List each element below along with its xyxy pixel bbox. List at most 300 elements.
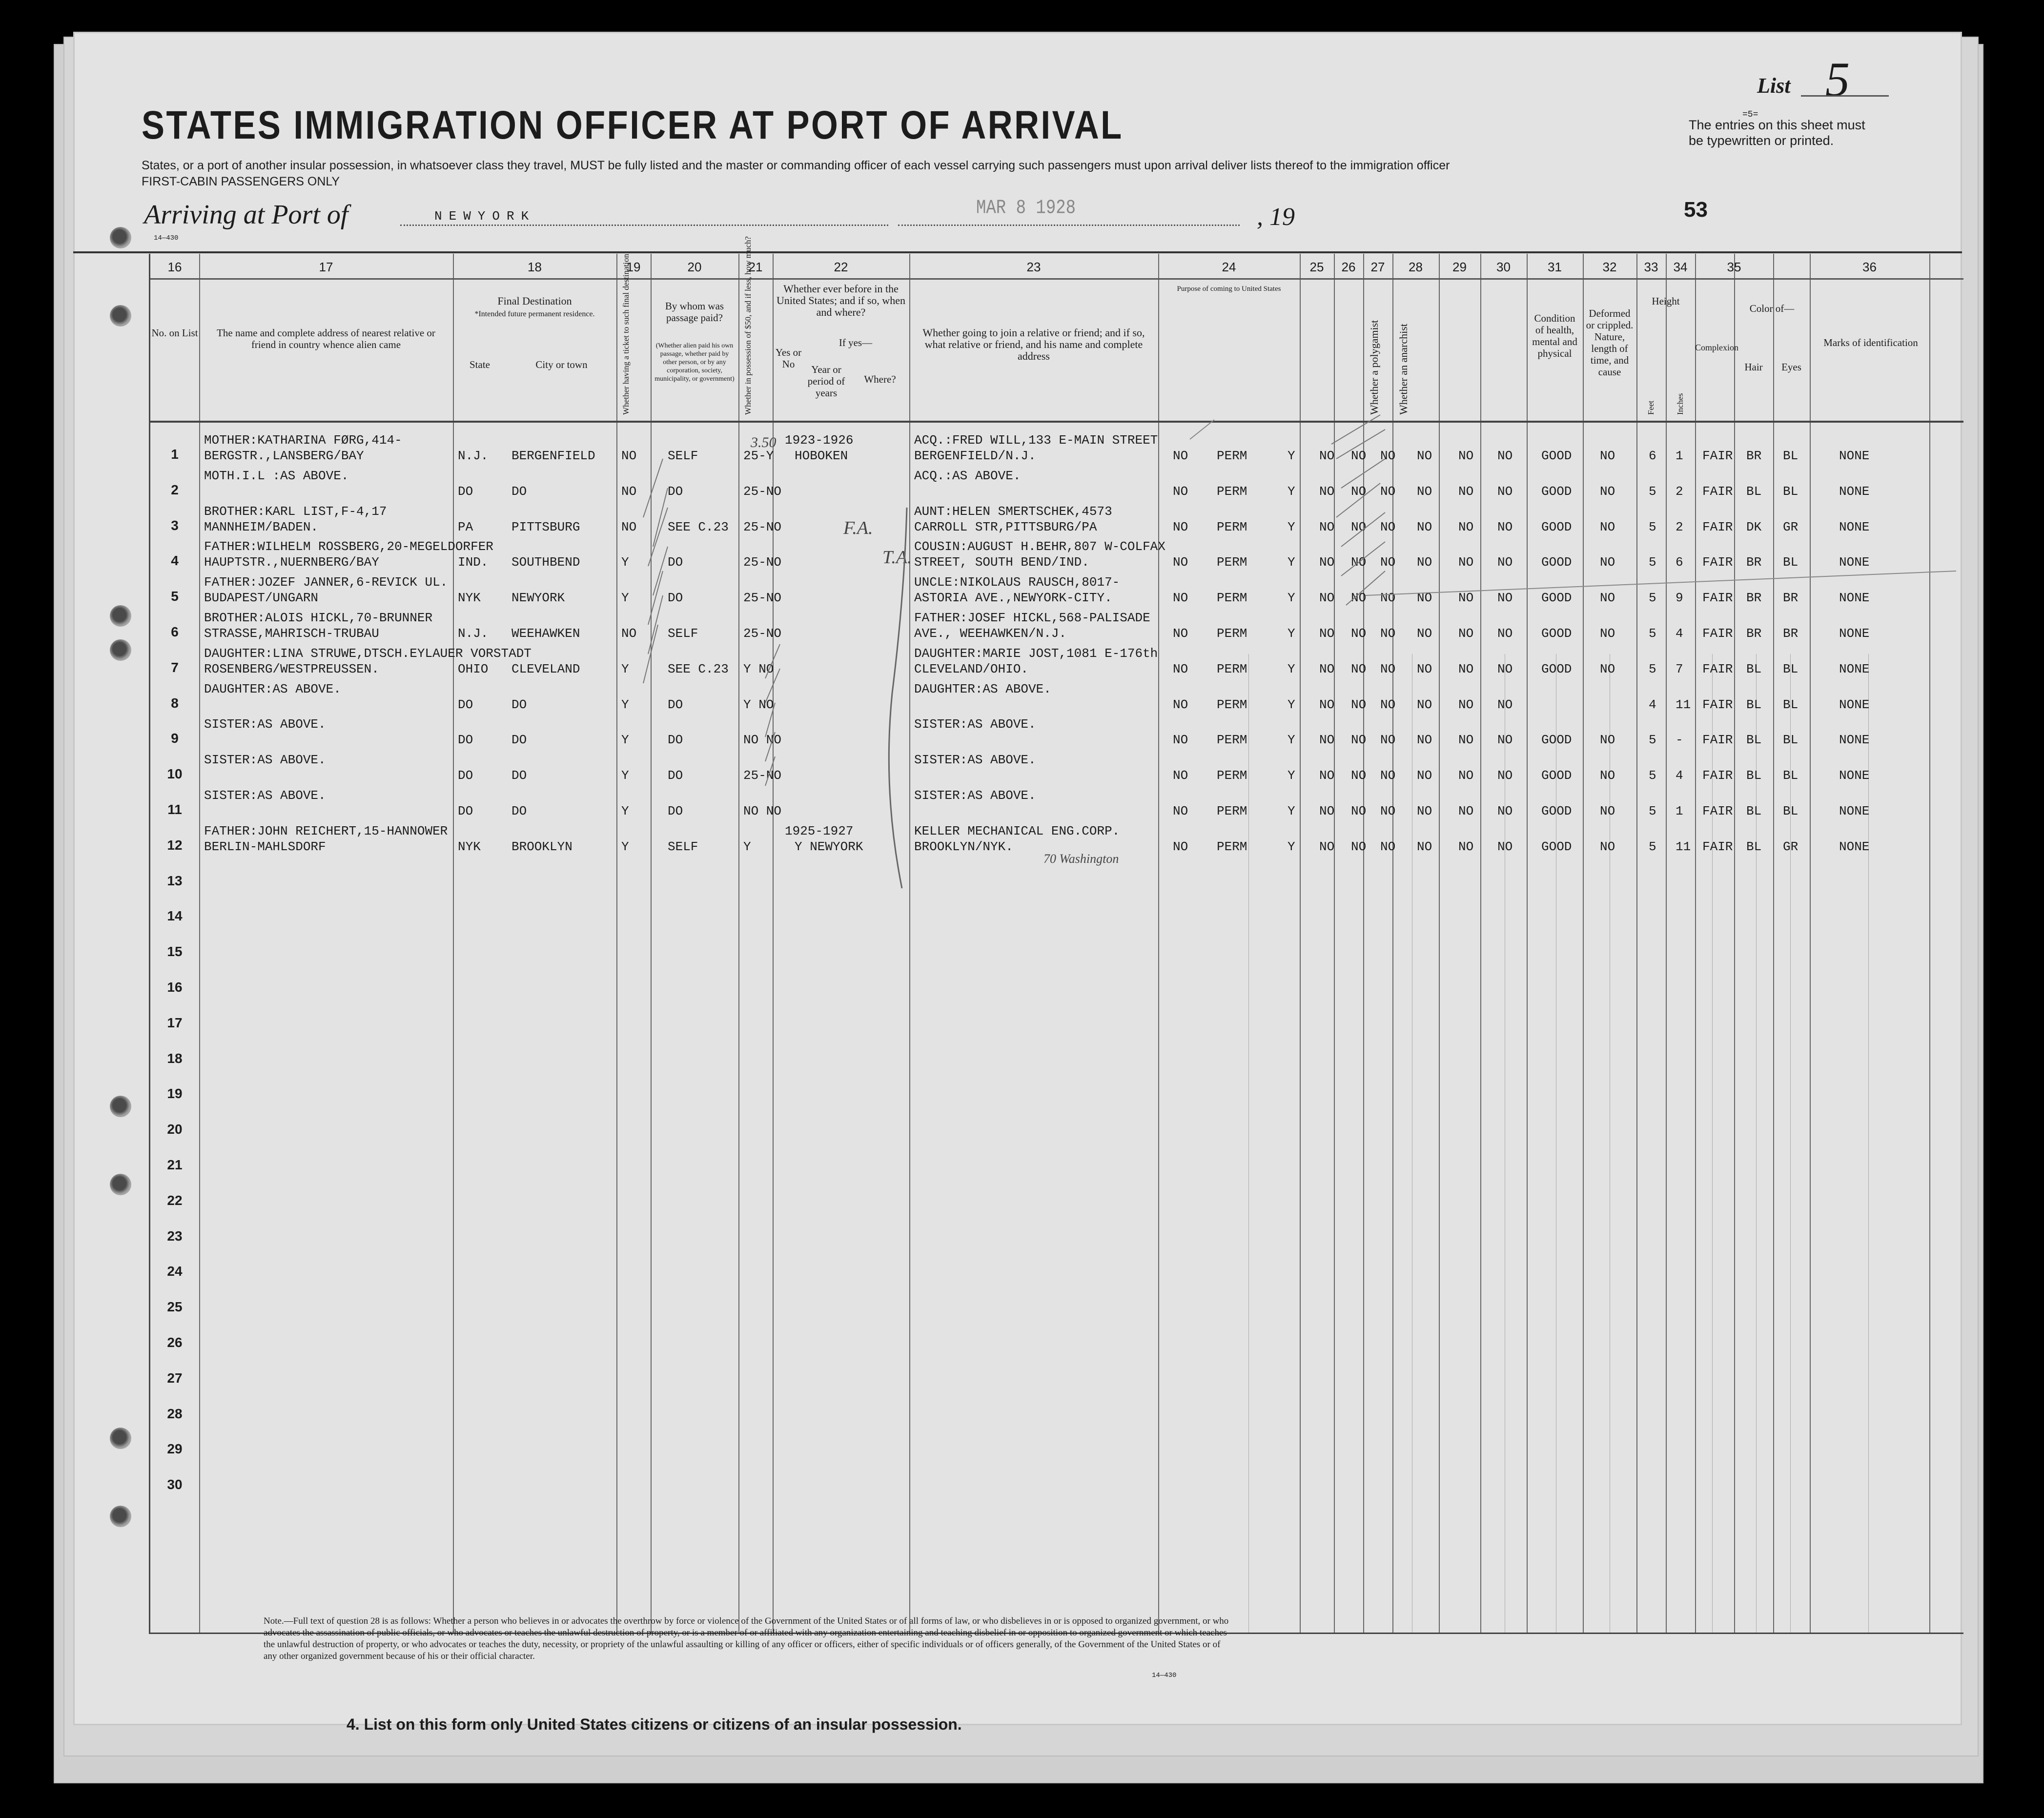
cell-c27: NO [1351,697,1367,712]
cell-feet: 5 [1649,484,1656,499]
cell-c31: NO [1497,804,1513,818]
header-city: City or town [535,359,588,370]
cell-c25: Y [1288,804,1295,818]
cell-paid: DO [668,804,683,818]
cell-inches: 1 [1676,449,1683,463]
cell-c27: NO [1351,768,1367,783]
cell-state: DO [458,697,473,712]
colnum-28: 28 [1409,260,1423,274]
cell-c24b: PERM [1217,733,1247,748]
row-number: 11 [167,802,182,817]
header-anarchist: Whether an anarchist [1397,324,1410,415]
cell-state: DO [458,804,473,818]
cell-where: HOBOKEN [795,449,848,463]
handwritten-fa: F.A. [843,518,873,538]
cell-rel1: FATHER:JOHN REICHERT,15-HANNOWER [204,823,448,838]
header-if-yes: If yes— [838,337,873,348]
cell-paid: SEE C.23 [668,661,729,676]
cell-eyes: BL [1783,449,1799,463]
cell-c29: NO [1417,519,1432,534]
cell-c27: NO [1351,484,1367,499]
cell-c26: NO [1319,449,1335,463]
cell-eyes: BL [1783,804,1799,818]
cell-c26: NO [1319,733,1335,748]
cell-rel1: SISTER:AS ABOVE. [204,788,326,803]
cell-ticket: Y [621,555,629,570]
cell-complexion: FAIR [1702,555,1733,570]
cell-city: DO [511,697,527,712]
cell-ticket: Y [621,804,629,818]
cell-c24a: NO [1173,555,1188,570]
cell-c29: NO [1417,733,1432,748]
footnote-code: 14—430 [1152,1672,1177,1679]
cell-city: WEEHAWKEN [511,626,580,641]
cell-c29: NO [1417,661,1432,676]
cell-money: 25-NO [743,768,782,783]
cell-c30: NO [1458,591,1474,606]
cell-ticket: NO [621,484,637,499]
list-number: 5 [1825,52,1850,106]
page-title: STATES IMMIGRATION OFFICER AT PORT OF ARRIVAL [142,103,1124,147]
cell-state: DO [458,768,473,783]
entries-note-line-1: The entries on this sheet must [1689,118,1865,132]
cell-eyes: BL [1783,661,1799,676]
cell-health: GOOD [1541,519,1572,534]
cell-state: OHIO [458,661,489,676]
cell-city: DO [511,768,527,783]
cell-eyes: BL [1783,697,1799,712]
cell-c27: NO [1351,733,1367,748]
row-number: 5 [171,589,179,604]
header-nearest-relative: The name and complete address of nearest relative or friend in country whence alien came [217,327,435,350]
cell-ticket: Y [621,839,629,854]
cell-money: Y NO [743,661,774,676]
row-number: 30 [167,1477,183,1492]
cell-c31: NO [1497,697,1513,712]
row-number: 24 [167,1264,183,1279]
cell-period: 1925-1927 [785,823,854,838]
date-underline [898,225,1240,226]
cell-c26: NO [1319,768,1335,783]
cell-join1: SISTER:AS ABOVE. [914,753,1036,768]
cell-marks: NONE [1839,697,1870,712]
cell-rel1: MOTH.I.L :AS ABOVE. [204,468,349,483]
cell-c28: NO [1380,519,1396,534]
page-number: 53 [1684,198,1708,222]
header-join-relative: Whether going to join a relative or friend; and if so, what relative or friend, and his name and complete address [922,327,1145,362]
cell-rel2: MANNHEIM/BADEN. [204,519,319,534]
cell-join1: ACQ.:FRED WILL,133 E-MAIN STREET [914,433,1158,448]
colnum-32: 32 [1602,260,1617,274]
cell-c30: NO [1458,626,1474,641]
colnum-29: 29 [1452,260,1467,274]
colnum-31: 31 [1548,260,1562,274]
cell-c27: NO [1351,839,1367,854]
cell-city: DO [511,733,527,748]
cell-rel1: FATHER:JOZEF JANNER,6-REVICK UL. [204,575,448,590]
cell-health: GOOD [1541,591,1572,606]
cell-c28: NO [1380,661,1396,676]
cell-c28: NO [1380,555,1396,570]
cell-feet: 5 [1649,626,1656,641]
cell-c28: NO [1380,839,1396,854]
cell-c24a: NO [1173,626,1188,641]
cell-c24b: PERM [1217,591,1247,606]
cell-c24b: PERM [1217,555,1247,570]
cell-state: PA [458,519,473,534]
binder-hole-icon [110,1428,131,1449]
cell-rel1: MOTHER:KATHARINA FØRG,414- [204,433,402,448]
cell-inches: - [1676,733,1683,748]
cell-complexion: FAIR [1702,697,1733,712]
cell-inches: 11 [1676,697,1691,712]
cell-c31: NO [1497,768,1513,783]
header-marks: Marks of identification [1823,337,1918,348]
cell-c30: NO [1458,555,1474,570]
cell-complexion: FAIR [1702,661,1733,676]
cell-feet: 5 [1649,519,1656,534]
row-number: 13 [167,873,183,888]
header-ever-before: Whether ever before in the United States; and if so, when and where? [777,283,905,318]
cell-c28: NO [1380,484,1396,499]
cell-c26: NO [1319,519,1335,534]
cell-c29: NO [1417,768,1432,783]
cell-feet: 5 [1649,555,1656,570]
header-rule [73,251,1962,253]
cell-c28: NO [1380,591,1396,606]
cell-marks: NONE [1839,555,1870,570]
colnum-36: 36 [1862,260,1877,274]
cell-hair: BL [1746,804,1762,818]
port-underline [400,225,888,226]
cell-paid: SEE C.23 [668,519,729,534]
date-stamp: MAR 8 1928 [976,197,1076,220]
cell-complexion: FAIR [1702,804,1733,818]
cell-deformed: NO [1600,519,1615,534]
cell-eyes: BR [1783,626,1799,641]
cell-inches: 2 [1676,519,1683,534]
cell-deformed: NO [1600,804,1615,818]
cell-c29: NO [1417,591,1432,606]
header-passage-note: (Whether alien paid his own passage, whether paid by other person, or by any corporation, society, municipality, or government) [654,342,735,383]
cell-join1: DAUGHTER:AS ABOVE. [914,681,1051,696]
cell-c27: NO [1351,591,1367,606]
cell-hair: BR [1746,626,1762,641]
cell-money: Y NO [743,697,774,712]
cell-inches: 1 [1676,804,1683,818]
header-complexion: Complexion [1695,343,1738,352]
row-number: 10 [167,766,183,782]
cell-money: 25-NO [743,484,782,499]
cell-rel1: FATHER:WILHELM ROSSBERG,20-MEGELDORFER [204,539,493,554]
cell-c29: NO [1417,697,1432,712]
arriving-label: Arriving at Port of [144,200,348,230]
cell-complexion: FAIR [1702,519,1733,534]
cell-c25: Y [1288,661,1295,676]
cell-deformed: NO [1600,733,1615,748]
row-number: 20 [167,1122,183,1137]
cell-paid: SELF [668,449,698,463]
cell-rel2: STRASSE,MAHRISCH-TRUBAU [204,626,379,641]
cell-c30: NO [1458,804,1474,818]
cell-c24a: NO [1173,484,1188,499]
cell-hair: BL [1746,839,1762,854]
cell-ticket: Y [621,768,629,783]
row-number: 25 [167,1299,183,1315]
cell-marks: NONE [1839,484,1870,499]
cell-rel1: BROTHER:ALOIS HICKL,70-BRUNNER [204,611,433,625]
cell-deformed: NO [1600,591,1615,606]
cell-c31: NO [1497,661,1513,676]
row-number: 22 [167,1192,183,1208]
cell-state: DO [458,733,473,748]
header-possession: Whether in possession of $50, and if less, how much? [743,236,753,415]
cell-marks: NONE [1839,839,1870,854]
cell-c29: NO [1417,449,1432,463]
cell-c28: NO [1380,626,1396,641]
cell-c30: NO [1458,449,1474,463]
cell-ticket: NO [621,519,637,534]
cell-city: DO [511,804,527,818]
cell-rel1: BROTHER:KARL LIST,F-4,17 [204,504,387,519]
cell-inches: 2 [1676,484,1683,499]
cell-c31: NO [1497,839,1513,854]
colnum-27: 27 [1370,260,1385,274]
cell-c24b: PERM [1217,484,1247,499]
cell-c27: NO [1351,555,1367,570]
binder-hole-icon [110,1096,131,1117]
cell-c24a: NO [1173,661,1188,676]
header-hair: Hair [1744,361,1763,373]
cell-c29: NO [1417,484,1432,499]
cell-rel2: HAUPTSTR.,NUERNBERG/BAY [204,555,379,570]
cell-c26: NO [1319,804,1335,818]
cell-hair: BL [1746,733,1762,748]
cell-paid: DO [668,697,683,712]
class-label: FIRST-CABIN PASSENGERS ONLY [142,175,340,188]
row-number: 28 [167,1406,183,1421]
row-number: 29 [167,1441,183,1457]
list-underline [1801,95,1889,97]
cell-join1: AUNT:HELEN SMERTSCHEK,4573 [914,504,1112,519]
header-final-destination: Final Destination [497,295,572,307]
cell-period: 1923-1926 [785,433,854,448]
binder-hole-icon [110,605,131,627]
cell-c24b: PERM [1217,839,1247,854]
cell-c30: NO [1458,484,1474,499]
row-number: 15 [167,944,183,960]
colnum-26: 26 [1341,260,1356,274]
cell-c26: NO [1319,661,1335,676]
header-health: Condition of health, mental and physical [1532,312,1577,359]
row-number: 4 [171,553,179,569]
cell-state: NYK [458,839,481,854]
cell-state: DO [458,484,473,499]
header-polygamist: Whether a polygamist [1368,320,1380,415]
cell-eyes: BL [1783,555,1799,570]
cell-deformed: NO [1600,555,1615,570]
cell-complexion: FAIR [1702,839,1733,854]
cell-marks: NONE [1839,733,1870,748]
cell-join1: ACQ.:AS ABOVE. [914,468,1021,483]
cell-marks: NONE [1839,626,1870,641]
cell-money: 25-NO [743,626,782,641]
cell-rel1: DAUGHTER:AS ABOVE. [204,681,341,696]
cell-city: DO [511,484,527,499]
row-number: 23 [167,1228,183,1244]
header-ticket: Whether having a ticket to such final destination [621,254,631,415]
cell-rel1: SISTER:AS ABOVE. [204,717,326,732]
cell-c27: NO [1351,519,1367,534]
cell-join1: COUSIN:AUGUST H.BEHR,807 W-COLFAX [914,539,1165,554]
cell-c28: NO [1380,804,1396,818]
cell-feet: 5 [1649,804,1656,818]
cell-eyes: GR [1783,519,1799,534]
handwritten-money: 3.50 [751,434,777,450]
cell-c24b: PERM [1217,661,1247,676]
cell-c24a: NO [1173,591,1188,606]
cell-join1: UNCLE:NIKOLAUS RAUSCH,8017- [914,575,1120,590]
cell-c24a: NO [1173,733,1188,748]
cell-join1: SISTER:AS ABOVE. [914,717,1036,732]
cell-hair: BL [1746,697,1762,712]
handwritten-ta: T.A. [882,547,912,568]
header-where: Where? [864,373,896,385]
cell-state: IND. [458,555,489,570]
cell-c29: NO [1417,626,1432,641]
cell-join1: SISTER:AS ABOVE. [914,788,1036,803]
cell-c24b: PERM [1217,449,1247,463]
cell-city: PITTSBURG [511,519,580,534]
cell-c25: Y [1288,484,1295,499]
cell-hair: BR [1746,449,1762,463]
cell-c29: NO [1417,839,1432,854]
colnum-30: 30 [1496,260,1511,274]
cell-ticket: NO [621,626,637,641]
cell-inches: 4 [1676,626,1683,641]
cell-deformed: NO [1600,768,1615,783]
cell-marks: NONE [1839,591,1870,606]
colnum-33: 33 [1644,260,1658,274]
colnum-22: 22 [834,260,848,274]
header-height: Height [1652,295,1680,307]
cell-c24b: PERM [1217,519,1247,534]
binder-hole-icon [110,1174,131,1195]
cell-inches: 6 [1676,555,1683,570]
cell-c27: NO [1351,661,1367,676]
cell-where: Y NEWYORK [795,839,863,854]
binder-hole-icon [110,305,131,327]
cell-c26: NO [1319,839,1335,854]
header-eyes: Eyes [1781,361,1801,373]
header-yes-no: Yes or No [775,347,802,370]
cell-eyes: BL [1783,484,1799,499]
header-inches: Inches [1676,393,1685,415]
row-number: 7 [171,659,179,675]
cell-marks: NONE [1839,449,1870,463]
cell-city: BROOKLYN [511,839,572,854]
cell-health: GOOD [1541,768,1572,783]
row-number: 1 [171,447,179,462]
cell-money: 25-NO [743,591,782,606]
cell-health: GOOD [1541,449,1572,463]
cell-health: GOOD [1541,804,1572,818]
cell-health: GOOD [1541,839,1572,854]
cell-hair: DK [1746,519,1762,534]
cell-c24a: NO [1173,697,1188,712]
cell-rel1: DAUGHTER:LINA STRUWE,DTSCH.EYLAUER VORSTADT [204,646,531,661]
year-label: , 19 [1257,203,1295,231]
cell-money: 25-NO [743,555,782,570]
cell-paid: DO [668,591,683,606]
footnote: Note.—Full text of question 28 is as follows: Whether a person who believes in or advocates the overthrow by force or violence of the Government of the United States or of all forms of law, or who disbelieves in or is opposed to organized government, or who advocates the assassination of public officials, or who advocates or teaches the unlawful destruction of property, or is a member of or affiliated with any organization entertaining and teaching disbelief in or opposition to organized government or which teaches the unlawful destruction of property, or who advocates or teaches the duty, necessity, or propriety of the unlawful assaulting or killing of any officer or officers, either of specific individuals or of officers generally, of the Government of the United States or of any other organized government because of his or their official character. [264,1616,1229,1661]
row-number: 14 [167,908,183,924]
cell-complexion: FAIR [1702,449,1733,463]
cell-c24b: PERM [1217,626,1247,641]
cell-marks: NONE [1839,519,1870,534]
colnum-18: 18 [528,260,542,274]
cell-c31: NO [1497,449,1513,463]
cell-c24b: PERM [1217,768,1247,783]
cell-join2: BROOKLYN/NYK. [914,839,1013,854]
colnum-23: 23 [1026,260,1041,274]
cell-c29: NO [1417,804,1432,818]
cell-c30: NO [1458,733,1474,748]
cell-c25: Y [1288,839,1295,854]
form-code: =5= [1742,110,1758,120]
cell-state: N.J. [458,449,489,463]
cell-eyes: BR [1783,591,1799,606]
cell-c24a: NO [1173,768,1188,783]
row-number: 27 [167,1370,183,1386]
header-deformed: Deformed or crippled. Nature, length of time, and cause [1586,307,1634,378]
cell-join2: CLEVELAND/OHIO. [914,661,1029,676]
cell-rel2: BUDAPEST/UNGARN [204,591,319,606]
cell-c25: Y [1288,697,1295,712]
cell-complexion: FAIR [1702,591,1733,606]
colnum-25: 25 [1309,260,1324,274]
colnum-21: 21 [748,260,763,274]
handwritten-address: 70 Washington [1043,852,1119,866]
cell-health: GOOD [1541,733,1572,748]
cell-join1: DAUGHTER:MARIE JOST,1081 E-176th [914,646,1158,661]
cell-rel1: SISTER:AS ABOVE. [204,753,326,768]
cell-ticket: Y [621,661,629,676]
cell-eyes: BL [1783,733,1799,748]
cell-ticket: Y [621,733,629,748]
cell-c28: NO [1380,733,1396,748]
row-number: 8 [171,695,179,711]
cell-hair: BL [1746,768,1762,783]
header-state: State [470,359,490,370]
cell-feet: 5 [1649,839,1656,854]
cell-inches: 9 [1676,591,1683,606]
cell-join2: BERGENFIELD/N.J. [914,449,1036,463]
row-number: 18 [167,1050,183,1066]
cell-c26: NO [1319,697,1335,712]
row-number: 26 [167,1335,183,1350]
cell-ticket: NO [621,449,637,463]
row-number: 6 [171,624,179,639]
cell-deformed: NO [1600,839,1615,854]
cell-paid: SELF [668,839,698,854]
cell-paid: DO [668,555,683,570]
cell-deformed: NO [1600,449,1615,463]
cell-c31: NO [1497,733,1513,748]
cell-rel2: BERGSTR.,LANSBERG/BAY [204,449,364,463]
cell-c28: NO [1380,449,1396,463]
cell-c27: NO [1351,626,1367,641]
